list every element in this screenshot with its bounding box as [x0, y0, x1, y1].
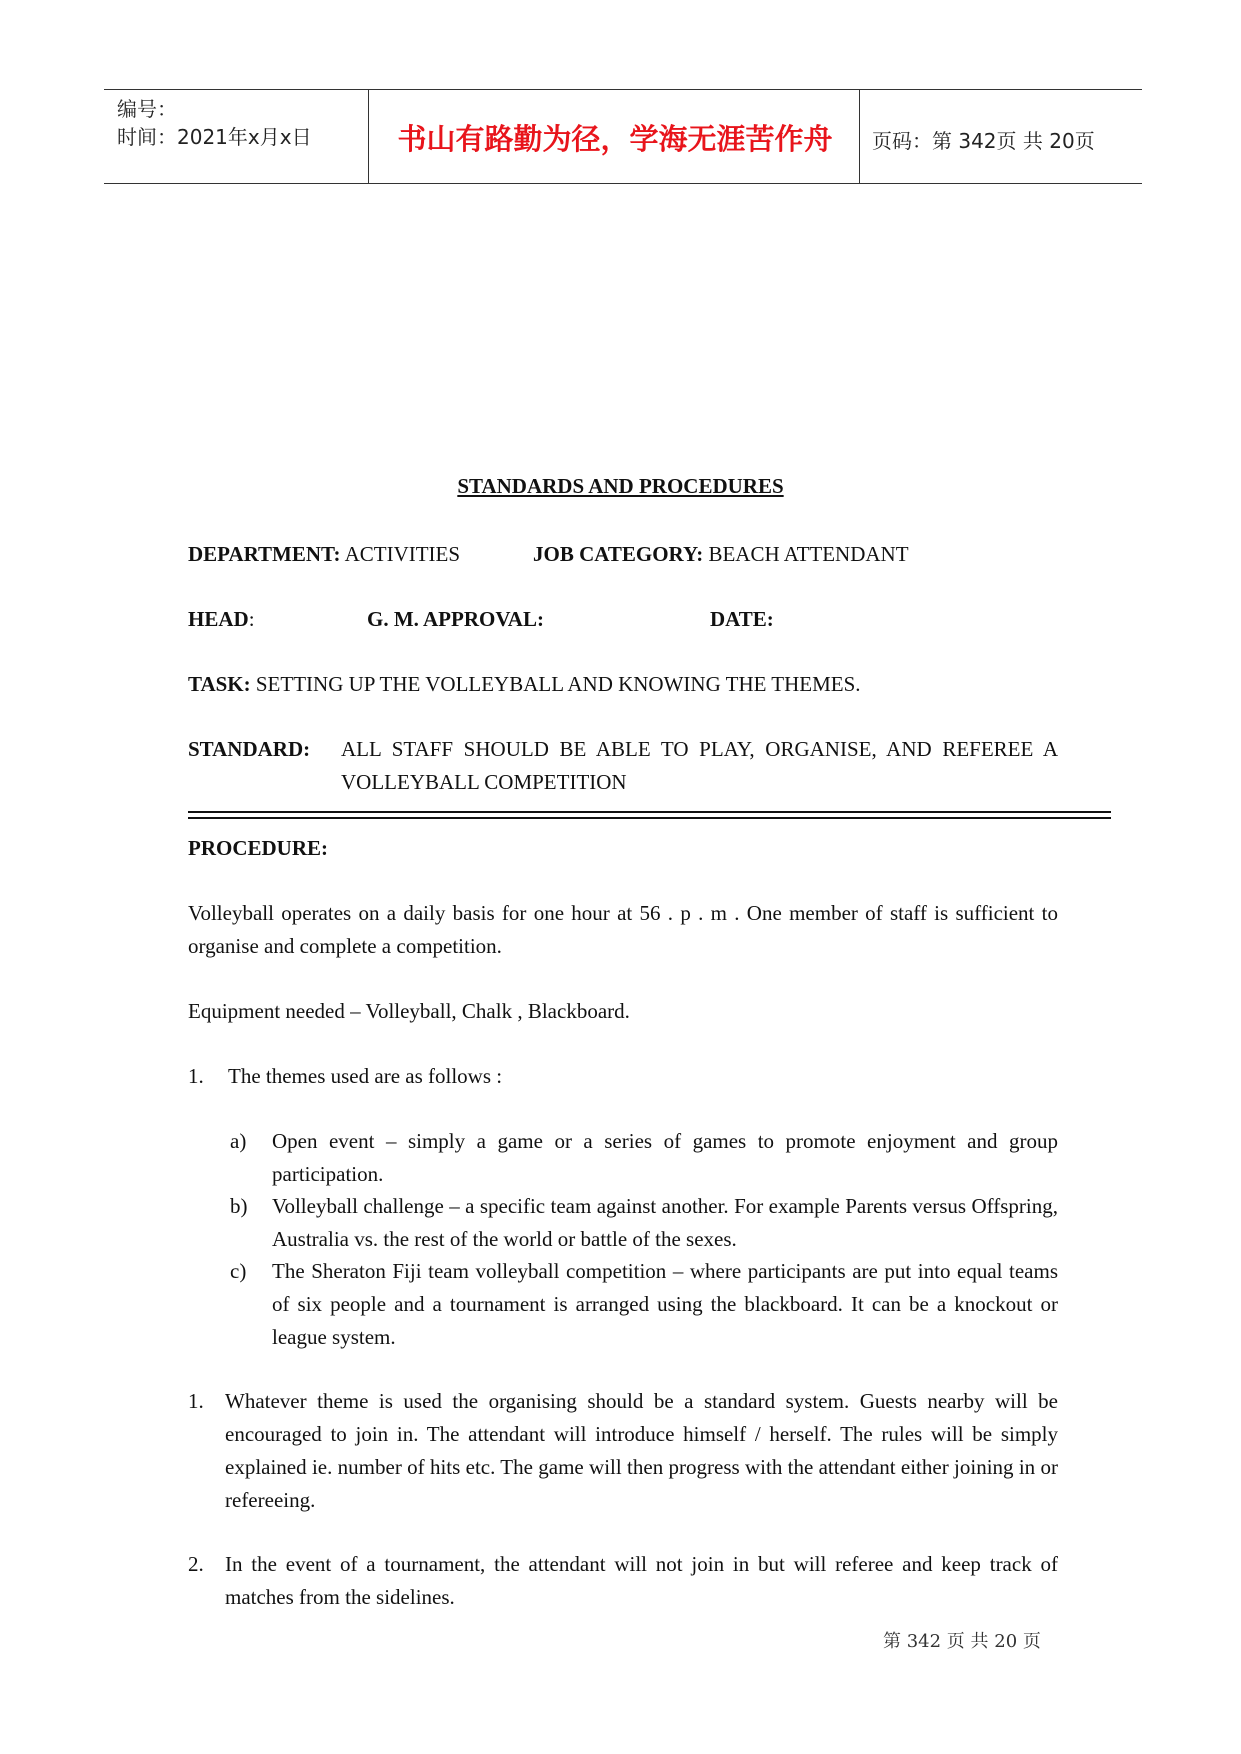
department-value: ACTIVITIES	[340, 542, 461, 566]
procedure-label: PROCEDURE:	[188, 836, 328, 860]
department-line	[188, 538, 460, 571]
list-item: Open event – simply a game or a series of games to promote enjoyment and group participation.	[272, 1129, 1058, 1186]
standard-label: STANDARD:	[188, 737, 311, 761]
double-rule-bottom	[188, 817, 1111, 819]
head-colon: :	[248, 607, 255, 631]
themes-text: The themes used are as follows :	[228, 1064, 503, 1088]
job-category-line	[533, 538, 909, 571]
page-label: 页码：第 342页 共 20页	[872, 129, 1095, 153]
list-item: The Sheraton Fiji team volleyball competition – where participants are put into equal teams of six people and a tournament is arranged using the blackboard. It can be a knockout or league system.	[272, 1259, 1058, 1349]
step-number: 2.	[188, 1552, 204, 1576]
double-rule-top	[188, 811, 1111, 813]
step-text: Whatever theme is used the organising should be a standard system. Guests nearby will be encouraged to join in. The attendant will introduce himself / herself. The rules will be simply explained ie. number of hits etc. The game will then progress with the attendant either joining in or refereeing.	[225, 1389, 1058, 1512]
standard-value: ALL STAFF SHOULD BE ABLE TO PLAY, ORGANISE, AND REFEREE A VOLLEYBALL COMPETITION	[341, 737, 1058, 794]
head-field	[188, 603, 255, 636]
list-item-letter: c)	[230, 1259, 247, 1283]
header-bottom-rule	[104, 183, 1142, 184]
step-text: In the event of a tournament, the attendant will not join in but will referee and keep track of matches from the sidelines.	[225, 1552, 1058, 1609]
job-category-label: JOB CATEGORY:	[533, 542, 704, 566]
intro-paragraph: Volleyball operates on a daily basis for one hour at 56 . p . m . One member of staff is sufficient to organise and complete a competition.	[188, 901, 1058, 958]
head-label: HEAD	[188, 607, 249, 631]
job-category-value: BEACH ATTENDANT	[703, 542, 909, 566]
serial-number-label: 编号：	[117, 97, 177, 121]
header-divider-left	[368, 89, 369, 183]
department-label: DEPARTMENT:	[188, 542, 341, 566]
page-footer: 第 342 页 共 20 页	[883, 1631, 1041, 1652]
list-item-letter: b)	[230, 1194, 248, 1218]
header-top-rule	[104, 89, 1142, 90]
task-line	[188, 668, 861, 701]
document-title: STANDARDS AND PROCEDURES	[457, 474, 784, 498]
date-label: DATE:	[710, 607, 774, 631]
themes-number: 1.	[188, 1064, 204, 1088]
step-number: 1.	[188, 1389, 204, 1413]
list-item: Volleyball challenge – a specific team against another. For example Parents versus Offspring, Australia vs. the rest of the world or battle of the sexes.	[272, 1194, 1058, 1251]
gm-approval-label: G. M. APPROVAL:	[367, 607, 544, 631]
list-item-letter: a)	[230, 1129, 247, 1153]
task-value: SETTING UP THE VOLLEYBALL AND KNOWING THE THEMES.	[250, 672, 861, 696]
task-label: TASK:	[188, 672, 251, 696]
time-label: 时间：2021年x月x日	[117, 125, 312, 149]
motto: 书山有路勤为径，学海无涯苦作舟	[397, 122, 833, 156]
equipment-line: Equipment needed – Volleyball, Chalk , Blackboard.	[188, 999, 630, 1023]
